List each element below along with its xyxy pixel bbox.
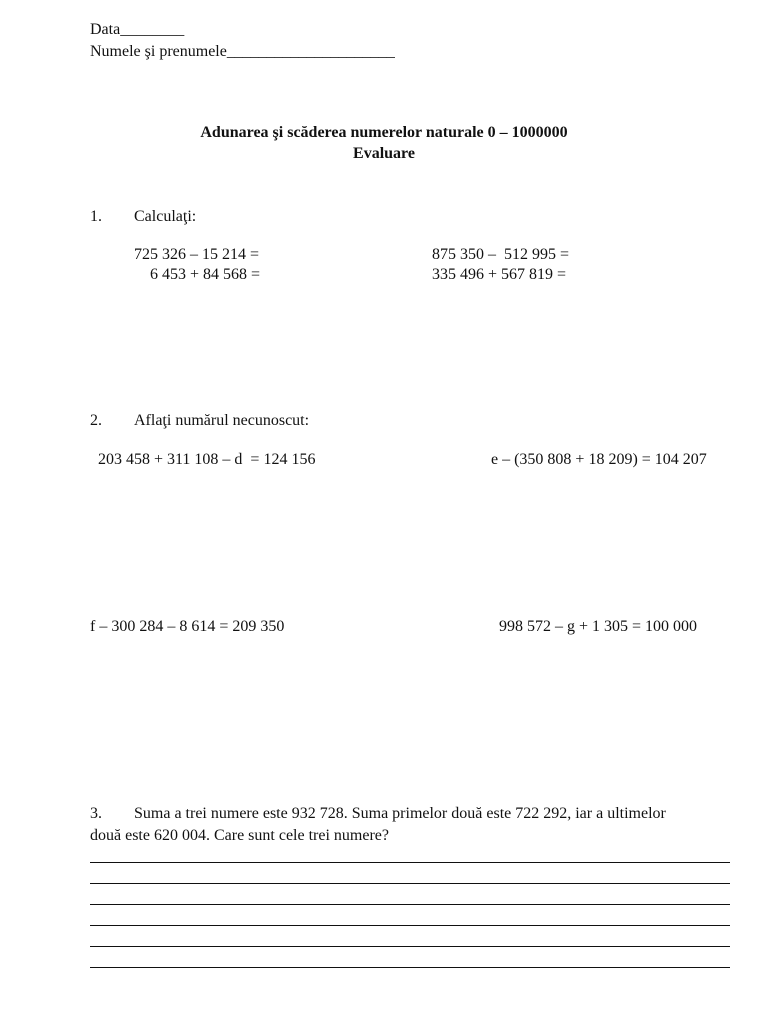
problem-text-line: Suma a trei numere este 932 728. Suma primelor două este 722 292, iar a ultimelor [134, 805, 666, 822]
calculation-item: 6 453 + 84 568 = [150, 266, 261, 283]
calculation-item: 725 326 – 15 214 = [134, 246, 260, 263]
exercise-number: 3. [90, 805, 102, 822]
answer-line [90, 946, 730, 947]
date-field-label: Data________ [90, 21, 185, 38]
answer-line [90, 967, 730, 968]
answer-line [90, 883, 730, 884]
exercise-instruction: Aflaţi numărul necunoscut: [134, 412, 310, 429]
equation-f: f – 300 284 – 8 614 = 209 350 [90, 618, 285, 635]
page-title: Adunarea şi scăderea numerelor naturale 0 – 1000000 [200, 124, 568, 141]
page-subtitle: Evaluare [353, 145, 415, 162]
answer-line [90, 862, 730, 863]
calculation-item: 335 496 + 567 819 = [432, 266, 567, 283]
answer-line [90, 925, 730, 926]
exercise-number: 1. [90, 208, 102, 225]
name-field-label: Numele şi prenumele_____________________ [90, 43, 395, 60]
exercise-instruction: Calculaţi: [134, 208, 197, 225]
equation-d: 203 458 + 311 108 – d = 124 156 [98, 451, 316, 468]
equation-g: 998 572 – g + 1 305 = 100 000 [499, 618, 698, 635]
problem-text-line: două este 620 004. Care sunt cele trei numere? [90, 827, 389, 844]
calculation-item: 875 350 – 512 995 = [432, 246, 570, 263]
equation-e: e – (350 808 + 18 209) = 104 207 [491, 451, 707, 468]
answer-line [90, 904, 730, 905]
exercise-number: 2. [90, 412, 102, 429]
